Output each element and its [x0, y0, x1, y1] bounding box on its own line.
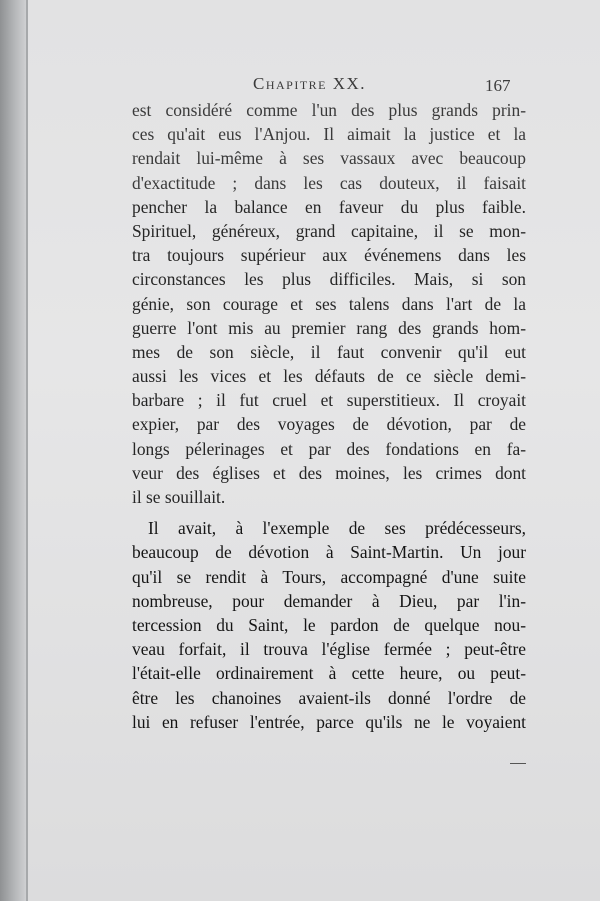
paragraph-spacer	[132, 509, 526, 516]
text-line: ces qu'ait eus l'Anjou. Il aimait la justice et la	[132, 124, 526, 145]
text-line: pencher la balance en faveur du plus faible.	[132, 196, 526, 217]
text-line: barbare ; il fut cruel et superstitieux. Il croyait	[132, 390, 526, 411]
page-number: 167	[485, 76, 511, 95]
paragraph-2	[132, 516, 526, 734]
book-page	[28, 0, 600, 901]
text-line: Il avait, à l'exemple de ses prédécesseurs,	[148, 518, 526, 539]
text-line: tra toujours supérieur aux événemens dans les	[132, 245, 526, 266]
text-line: expier, par des voyages de dévotion, par de	[132, 414, 526, 435]
text-line: Spirituel, généreux, grand capitaine, il se mon-	[132, 220, 526, 241]
text-line: qu'il se rendit à Tours, accompagné d'une suite	[132, 566, 526, 587]
catchword-rule	[510, 763, 526, 764]
text-line: est considéré comme l'un des plus grands prin-	[132, 100, 526, 120]
body-text	[132, 98, 526, 734]
text-line: nombreuse, pour demander à Dieu, par l'in-	[132, 590, 526, 611]
paragraph-1	[132, 98, 526, 509]
facing-page-edge	[0, 0, 26, 901]
text-line: longs pélerinages et par des fondations en fa-	[132, 438, 526, 459]
text-line: circonstances les plus difficiles. Mais, si son	[132, 269, 526, 290]
text-line: guerre l'ont mis au premier rang des grands hom-	[132, 317, 526, 338]
text-line: mes de son siècle, il faut convenir qu'il eut	[132, 341, 526, 362]
text-line: génie, son courage et ses talens dans l'art de la	[132, 293, 526, 314]
text-line: tercession du Saint, le pardon de quelque nou-	[132, 614, 526, 635]
text-line: il se souillait.	[132, 487, 226, 507]
text-line: aussi les vices et les défauts de ce siècle demi-	[132, 366, 526, 387]
running-head: Chapitre XX.	[253, 74, 367, 93]
text-line: veur des églises et des moines, les crimes dont	[132, 462, 526, 483]
text-line: veau forfait, il trouva l'église fermée ; peut-être	[132, 639, 526, 660]
text-line: beaucoup de dévotion à Saint-Martin. Un jour	[132, 542, 526, 563]
text-line: d'exactitude ; dans les cas douteux, il faisait	[132, 172, 526, 193]
text-line: lui en refuser l'entrée, parce qu'ils ne le voyaient	[132, 711, 526, 732]
text-line: être les chanoines avaient-ils donné l'ordre de	[132, 687, 526, 708]
text-line: rendait lui-même à ses vassaux avec beaucoup	[132, 148, 526, 169]
text-line: l'était-elle ordinairement à cette heure, ou peut-	[132, 663, 526, 684]
